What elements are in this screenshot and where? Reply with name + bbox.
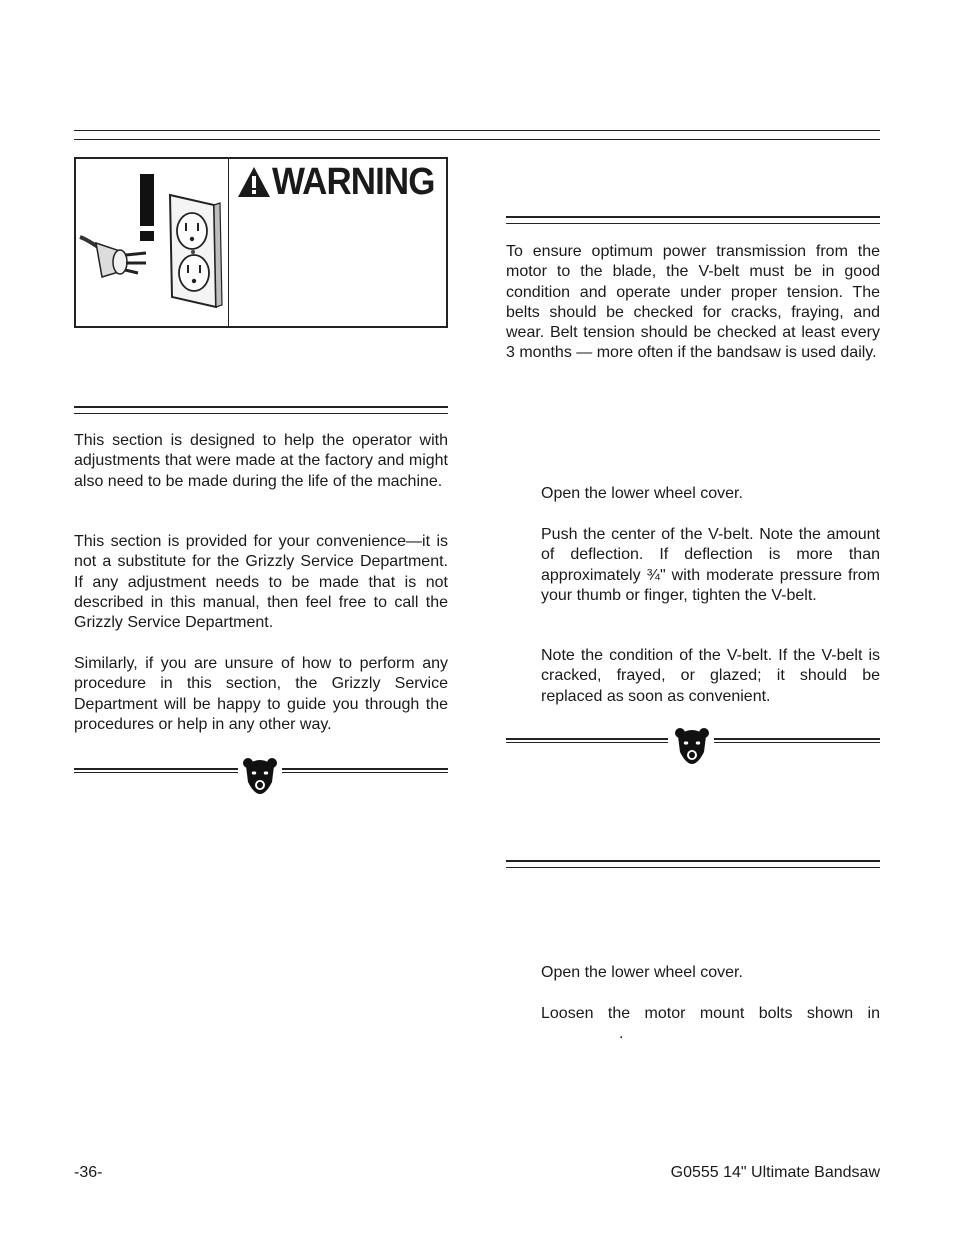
- left-section-heading-rule: [74, 406, 448, 414]
- tension-step-2: Loosen the motor mount bolts shown in: [541, 1005, 880, 1022]
- warning-banner: [236, 162, 449, 202]
- header-double-rule: [74, 130, 880, 140]
- warning-triangle-icon: [236, 165, 272, 199]
- plug-outlet-illustration: [76, 159, 229, 326]
- tension-step-2-period: .: [619, 1025, 624, 1042]
- manual-title: G0555 14" Ultimate Bandsaw: [670, 1164, 880, 1181]
- electric-outlet-icon: [76, 159, 227, 326]
- intro-paragraph-2: This section is provided for your convenience—it is not a substitute for the Grizzly Service Department. If any adjustment needs to be made that is not described in this manual, then feel free to call the Grizzly Service Department.: [74, 533, 448, 632]
- section-separator-left: [74, 762, 448, 782]
- tension-step-1: Open the lower wheel cover.: [541, 964, 743, 981]
- vbelt-step-2: Push the center of the V-belt. Note the amount of deflection. If deflection is more than approximately ¾" with moderate pressure from your thumb or finger, tighten the V-belt.: [541, 526, 880, 604]
- vbelt-step-3: Note the condition of the V-belt. If the V-belt is cracked, frayed, or glazed; it should be replaced as soon as convenient.: [541, 647, 880, 705]
- grizzly-bear-logo-icon: [242, 756, 278, 796]
- vbelt-intro-paragraph: To ensure optimum power transmission from the motor to the blade, the V-belt must be in good condition and operate under proper tension. The belts should be checked for cracks, fraying, and wear. Belt tension should be checked at least every 3 months — more often if the bandsaw is used daily.: [506, 243, 880, 362]
- tension-heading-rule: [506, 860, 880, 868]
- grizzly-bear-logo-icon: [674, 726, 710, 766]
- warning-box: [74, 157, 448, 328]
- section-separator-right: [506, 732, 880, 752]
- vbelt-step-1: Open the lower wheel cover.: [541, 485, 743, 502]
- page-number: -36-: [74, 1164, 103, 1181]
- intro-paragraph-3: Similarly, if you are unsure of how to perform any procedure in this section, the Grizzly Service Department will be happy to guide you through the procedures or help in any other way.: [74, 655, 448, 733]
- vbelt-heading-rule: [506, 216, 880, 224]
- warning-label: WARNING: [272, 160, 435, 203]
- intro-paragraph-1: This section is designed to help the operator with adjustments that were made at the factory and might also need to be made during the life of the machine.: [74, 432, 448, 490]
